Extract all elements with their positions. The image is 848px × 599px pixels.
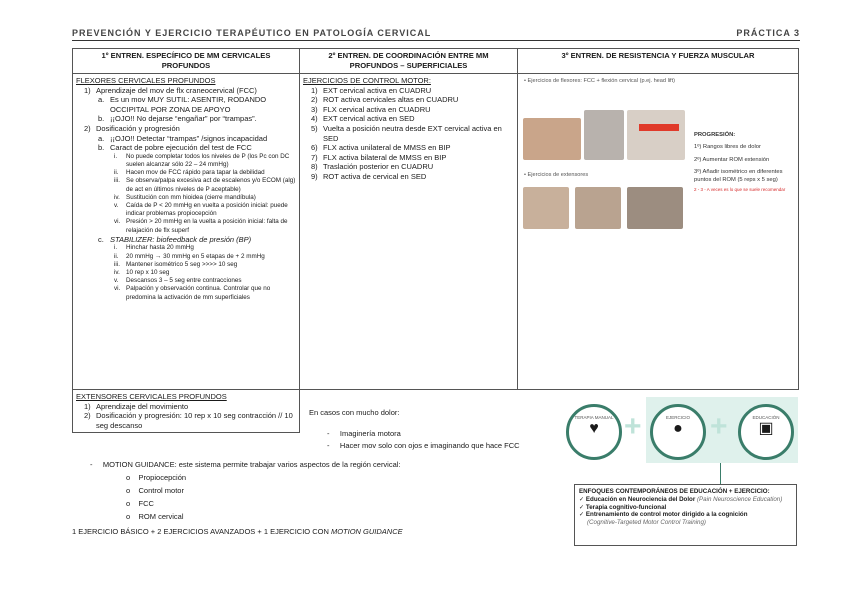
pain-heading: En casos con mucho dolor: <box>309 408 400 417</box>
manual-therapy-circle: TERAPIA MANUAL ♥ <box>566 404 622 460</box>
list-item: ii. 20 mmHg → 30 mmHg en 5 etapas de + 2 mmHg <box>114 252 265 260</box>
list-item: iii. Se observa/palpa excesiva act de escalenos y/o ECOM (alg) de act en últimos niveles de P aceptable) <box>114 177 296 193</box>
list-item: v. Descansos 3 – 5 seg entre contracciones <box>114 277 242 285</box>
therapy-icon: ♥ <box>589 420 599 437</box>
list-item: 6) FLX activa unilateral de MMSS en BIP <box>311 143 451 153</box>
col1-cell <box>73 74 300 390</box>
approach-item: ✓ Educación en Neurociencia del Dolor (Pain Neuroscience Education) <box>579 495 783 503</box>
list-item: 2) Dosificación y progresión: 10 rep x 10 seg contracción // 10 seg descanso <box>84 411 293 430</box>
plus-sign: + <box>624 410 642 443</box>
list-item: iii. Mantener isométrico 5 seg >>>> 10 seg <box>114 260 238 268</box>
plus-sign: + <box>710 410 728 443</box>
list-item: 1) Aprendizaje del mov de flx craneocervical (FCC) <box>84 85 257 95</box>
col3-header: 3º ENTREN. DE RESISTENCIA Y FUERZA MUSCULAR <box>518 49 799 74</box>
list-item: vi. Presión > 20 mmHg en la vuelta a posición inicial: falta de relajación de flx superf <box>114 218 288 234</box>
list-item: 4) EXT cervical activa en SED <box>311 114 415 124</box>
exercise-photo <box>575 187 621 229</box>
list-item: c. STABILIZER: biofeedback de presión (BP) <box>98 234 252 244</box>
extensors-cell <box>73 390 300 433</box>
list-item: v. Caída de P < 20 mmHg en vuelta a posición inicial: puede indicar problemas propiocepción <box>114 201 288 218</box>
page-header <box>72 28 800 41</box>
list-item: iv. 10 rep x 10 seg <box>114 268 170 276</box>
col3-cell <box>518 74 799 390</box>
page-title: PREVENCIÓN Y EJERCICIO TERAPÉUTICO EN PATOLOGÍA CERVICAL <box>72 28 432 38</box>
exercise-photo <box>523 187 569 229</box>
extensors-heading: EXTENSORES CERVICALES PROFUNDOS <box>76 392 227 401</box>
col1-header: 1º ENTREN. ESPECÍFICO DE MM CERVICALES PROFUNDOS <box>73 49 300 74</box>
exercise-photo <box>584 110 624 160</box>
list-item: ii. Hacen mov de FCC rápido para tapar la debilidad <box>114 169 265 177</box>
col2-heading: EJERCICIOS DE CONTROL MOTOR: <box>303 76 431 85</box>
col2-header: 2º ENTREN. DE COORDINACIÓN ENTRE MM PROFUNDOS – SUPERFICIALES <box>300 49 518 74</box>
summary-line: 1 EJERCICIO BÁSICO + 2 EJERCICIOS AVANZADOS + 1 EJERCICIO CON MOTION GUIDANCE <box>72 527 403 536</box>
list-item: 1) Aprendizaje del movimiento <box>84 401 189 411</box>
list-item: 2) Dosificación y progresión <box>84 123 180 133</box>
list-item: 7) FLX activa bilateral de MMSS en BIP <box>311 152 447 162</box>
list-item: 3) FLX cervical activa en CUADRU <box>311 104 431 114</box>
exercise-photo <box>627 110 685 160</box>
education-icon: ▣ <box>758 420 774 437</box>
pain-item: - Hacer mov solo con ojos e imaginando que hace FCC <box>327 441 520 450</box>
approach-item: ✓ Entrenamiento de control motor dirigido a la cognición <box>579 511 748 519</box>
list-item: 1) EXT cervical activa en CUADRU <box>311 85 432 95</box>
list-item: i. Hinchar hasta 20 mmHg <box>114 244 194 252</box>
exercise-photo <box>627 187 683 229</box>
content-table <box>72 48 799 433</box>
motion-item: o FCC <box>126 499 154 508</box>
col1-heading: FLEXORES CERVICALES PROFUNDOS <box>76 76 216 85</box>
list-item: 9) ROT activa de cervical en SED <box>311 171 427 181</box>
education-circle: EDUCACIÓN ▣ <box>738 404 794 460</box>
pain-item: - Imaginería motora <box>327 429 401 438</box>
list-item: b. ¡¡OJO!! No dejarse “engañar” por “trampas”. <box>98 114 257 124</box>
connector-line <box>720 463 721 484</box>
motion-item: o ROM cervical <box>126 512 184 521</box>
motion-item: o Control motor <box>126 486 184 495</box>
extensors-caption: • Ejercicios de extensores <box>524 172 589 178</box>
list-item: i. No puede completar todos los niveles de P (los Pc con DC suelen alcanzar sólo 22 – 24 mmHg) <box>114 152 290 168</box>
approaches-box: ENFOQUES CONTEMPORÁNEOS DE EDUCACIÓN + EJERCICIO: ✓ Educación en Neurociencia del Dolor (Pain Neuroscience Education) ✓ Terapia cognitivo-funcional ✓ Entrenamiento de control motor dirigido a la cognición (Cognitive-Targeted Motor Control Training) <box>574 484 797 546</box>
list-item: 5) Vuelta a posición neutra desde EXT cervical activa en SED <box>311 123 502 143</box>
list-item: iv. Sustitución con mm hioidea (cierre mandíbula) <box>114 193 256 201</box>
practice-label: PRÁCTICA 3 <box>736 28 800 38</box>
exercise-icon: ● <box>673 420 683 437</box>
exercise-photo <box>523 118 581 160</box>
motion-item: o Propiocepción <box>126 473 187 482</box>
col2-cell <box>300 74 518 390</box>
flexors-caption: • Ejercicios de flexores: FCC + flexión cervical (p.ej. head lift) <box>524 78 676 84</box>
exercise-circle: EJERCICIO ● <box>650 404 706 460</box>
list-item: b. Caract de pobre ejecución del test de FCC <box>98 143 252 153</box>
list-item: a. ¡¡OJO!! Detectar “trampas” /signos incapacidad <box>98 133 268 143</box>
list-item: a. Es un mov MUY SUTIL: ASENTIR, RODANDO OCCIPITAL POR ZONA DE APOYO <box>98 95 267 114</box>
list-item: 2) ROT activa cervicales altas en CUADRU <box>311 95 459 105</box>
progression-box: PROGRESIÓN: 1º) Rangos libres de dolor 2º) Aumentar ROM extensión 3º) Añadir isométrico en diferentes puntos del ROM (5 reps x 5 seg) 2 - 3 - A veces es lo que se suele recomendar <box>694 132 786 193</box>
list-item: vi. Palpación y observación continua. Controlar que no predomina la activación de mm superficiales <box>114 285 271 301</box>
motion-guidance-title: - MOTION GUIDANCE: este sistema permite trabajar varios aspectos de la región cervical: <box>90 460 401 469</box>
approach-item: ✓ Terapia cognitivo-funcional <box>579 503 667 511</box>
list-item: 8) Traslación posterior en CUADRU <box>311 162 434 172</box>
